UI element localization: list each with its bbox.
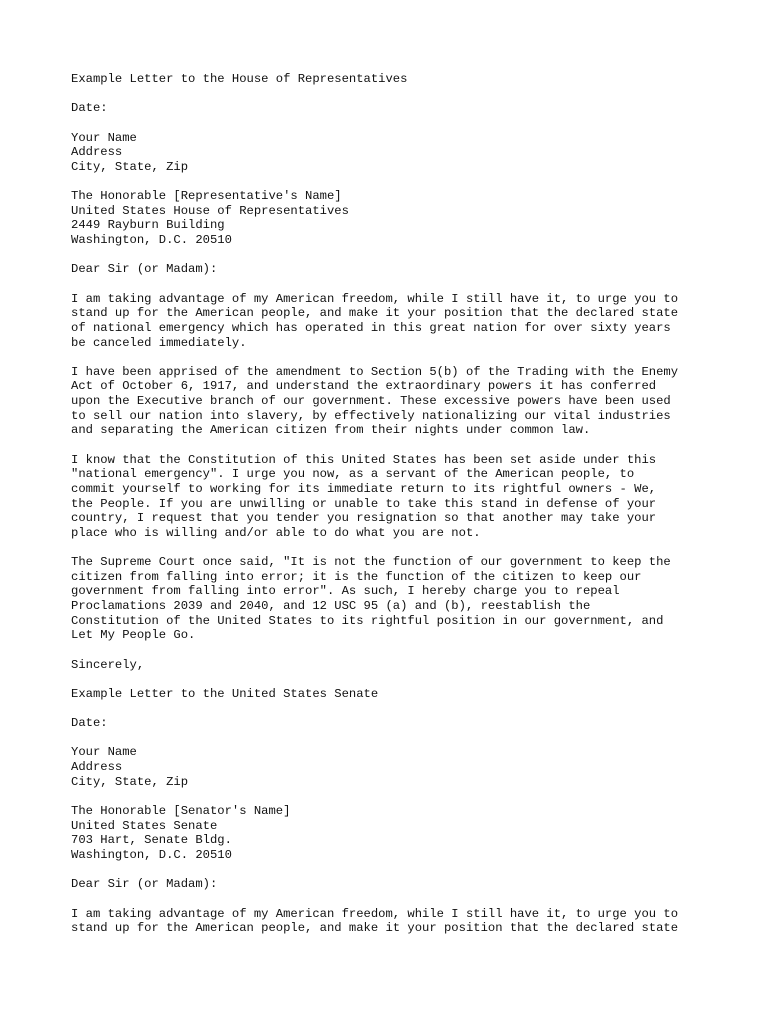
text-line: be canceled immediately.: [71, 335, 247, 350]
text-line: place who is willing and/or able to do what you are not.: [71, 525, 481, 540]
blank-line: [71, 892, 751, 907]
text-line: Dear Sir (or Madam):: [71, 262, 218, 277]
text-line: 703 Hart, Senate Bldg.: [71, 833, 232, 848]
text-line: Let My People Go.: [71, 628, 196, 643]
text-line: citizen from falling into error; it is the function of the citizen to keep our: [71, 569, 642, 584]
document-page: [71, 72, 751, 936]
text-line: Example Letter to the House of Representatives: [71, 72, 408, 86]
text-line: Date:: [71, 716, 108, 731]
text-line: Washington, D.C. 20510: [71, 847, 232, 862]
text-line: Address: [71, 760, 123, 775]
blank-line: [71, 789, 751, 804]
text-line: Sincerely,: [71, 657, 145, 672]
text-line: government from falling into error". As such, I hereby charge you to repeal: [71, 584, 620, 599]
text-line: Your Name: [71, 745, 137, 760]
text-line: Proclamations 2039 and 2040, and 12 USC 95 (a) and (b), reestablish the: [71, 599, 591, 614]
text-line: United States House of Representatives: [71, 203, 349, 218]
text-line: commit yourself to working for its immediate return to its rightful owners - We,: [71, 481, 657, 496]
text-line: Constitution of the United States to its rightful position in our government, and: [71, 613, 664, 628]
text-line: Washington, D.C. 20510: [71, 233, 232, 248]
text-line: City, State, Zip: [71, 774, 189, 789]
text-line: City, State, Zip: [71, 159, 189, 174]
text-line: and separating the American citizen from their nights under common law.: [71, 423, 591, 438]
text-line: upon the Executive branch of our government. These excessive powers have been used: [71, 394, 671, 409]
text-line: stand up for the American people, and make it your position that the declared state: [71, 306, 679, 321]
blank-line: [71, 87, 751, 102]
blank-line: [71, 672, 751, 687]
blank-line: [71, 438, 751, 453]
text-line: Example Letter to the United States Senate: [71, 686, 379, 701]
text-line: 2449 Rayburn Building: [71, 218, 225, 233]
text-line: "national emergency". I urge you now, as a servant of the American people, to: [71, 467, 635, 482]
text-line: I have been apprised of the amendment to Section 5(b) of the Trading with the Enemy: [71, 364, 679, 379]
blank-line: [71, 541, 751, 556]
text-line: The Supreme Court once said, "It is not the function of our government to keep the: [71, 555, 671, 570]
blank-line: [71, 702, 751, 717]
text-line: I know that the Constitution of this United States has been set aside under this: [71, 452, 657, 467]
text-line: Address: [71, 145, 123, 160]
text-line: to sell our nation into slavery, by effectively nationalizing our vital industries: [71, 408, 671, 423]
text-line: of national emergency which has operated in this great nation for over sixty years: [71, 320, 671, 335]
text-line: Your Name: [71, 130, 137, 145]
text-line: I am taking advantage of my American freedom, while I still have it, to urge you to: [71, 291, 679, 306]
text-line: country, I request that you tender you resignation so that another may take your: [71, 511, 657, 526]
text-line: United States Senate: [71, 818, 218, 833]
blank-line: [71, 863, 751, 878]
text-line: I am taking advantage of my American freedom, while I still have it, to urge you to: [71, 906, 679, 921]
text-line: Dear Sir (or Madam):: [71, 877, 218, 892]
text-line: the People. If you are unwilling or unable to take this stand in defense of your: [71, 496, 657, 511]
blank-line: [71, 277, 751, 292]
blank-line: [71, 643, 751, 658]
text-line: Act of October 6, 1917, and understand the extraordinary powers it has conferred: [71, 379, 657, 394]
blank-line: [71, 248, 751, 263]
blank-line: [71, 731, 751, 746]
blank-line: [71, 174, 751, 189]
blank-line: [71, 350, 751, 365]
blank-line: [71, 116, 751, 131]
text-line: stand up for the American people, and make it your position that the declared state: [71, 921, 679, 936]
text-line: Date:: [71, 101, 108, 116]
text-line: The Honorable [Representative's Name]: [71, 189, 342, 204]
text-line: The Honorable [Senator's Name]: [71, 804, 291, 819]
